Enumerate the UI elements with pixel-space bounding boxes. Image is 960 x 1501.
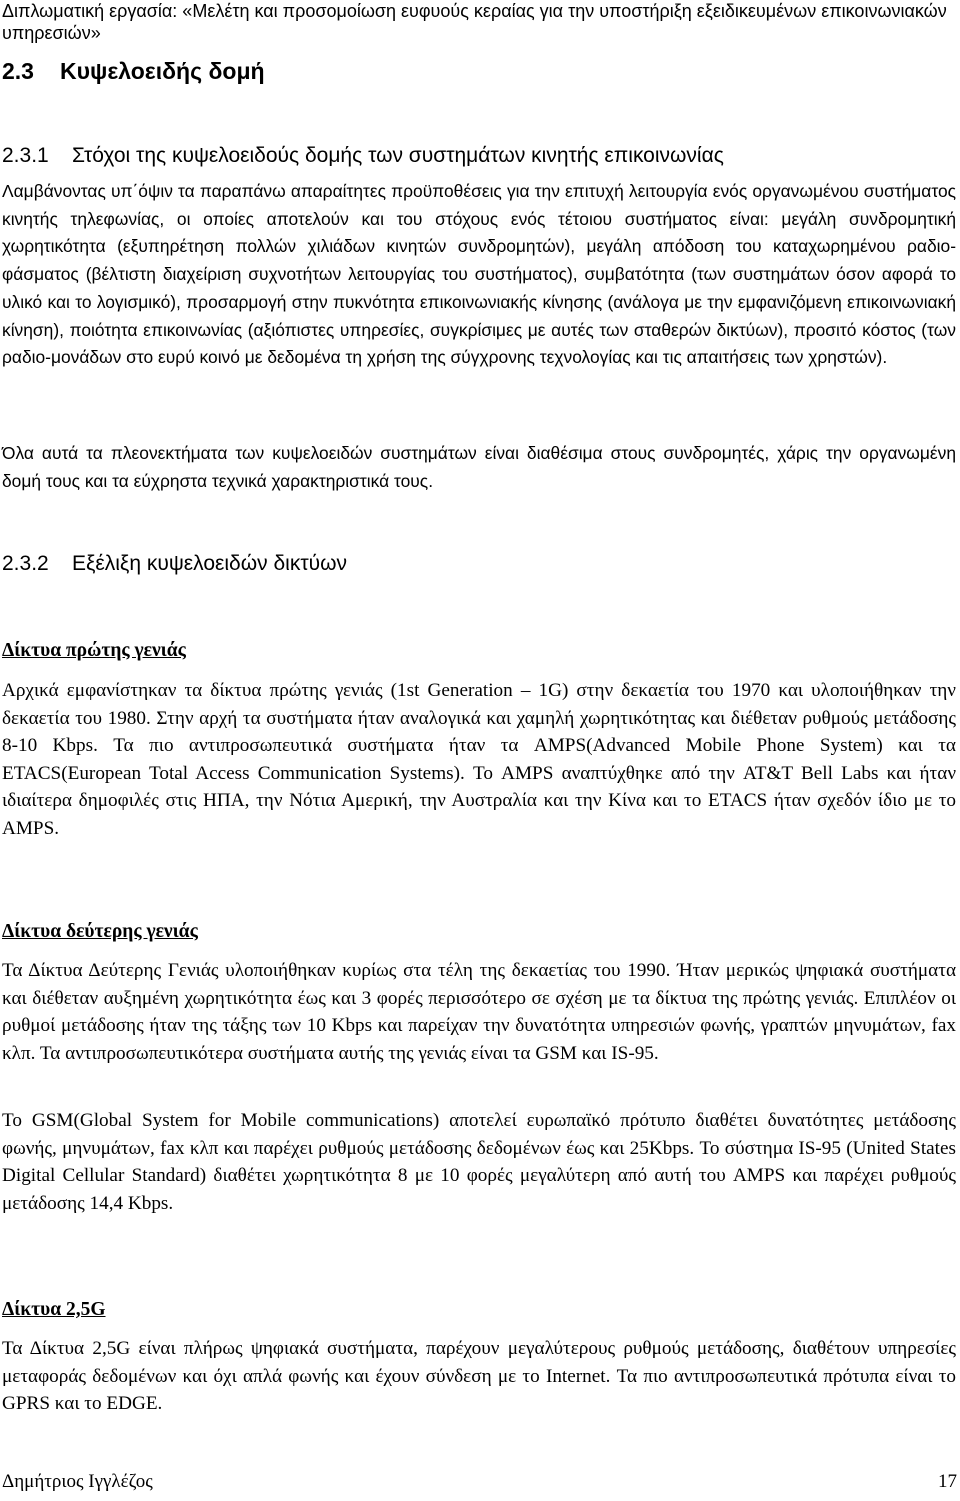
second-gen-heading: Δίκτυα δεύτερης γενιάς (2, 921, 198, 942)
running-header: Διπλωματική εργασία: «Μελέτη και προσομοίωση ευφυούς κεραίας για την υποστήριξη εξειδικευμένων επικοινωνιακών υπηρεσιών» (2, 1, 947, 43)
subsection-number-2: 2.3.2 (2, 552, 49, 575)
first-gen-heading: Δίκτυα πρώτης γενιάς (2, 640, 186, 661)
page-number: 17 (938, 1471, 957, 1492)
subsection-title-2: Εξέλιξη κυψελοειδών δικτύων (72, 552, 348, 575)
subsection-heading-1 (2, 142, 724, 170)
section-title: Κυψελοειδής δομή (60, 58, 265, 84)
paragraph-goals: Λαμβάνοντας υπ΄όψιν τα παραπάνω απαραίτητες προϋποθέσεις για την επιτυχή λειτουργία ενός οργανωμένου συστήματος κινητής τηλεφωνίας, οι οποίες αποτελούν και του στόχους ενός τέτοιου συστήματος είναι: μεγάλη συνδρομητική χωρητικότητα (εξυπηρέτηση πολλών χιλιάδων κινητών συνδρομητών), μεγάλη απόδοση του καταχωρημένου ραδιο-φάσματος (βέλτιστη διαχείριση συχνοτήτων λειτουργίας του συστήματος), συμβατότητα (των συστημάτων όσον αφορά το υλικό και το λογισμικό), προσαρμογή στην πυκνότητα επικοινωνιακής κίνησης (ανάλογα με την εμφανιζόμενη επικοινωνιακή κίνηση), ποιότητα επικοινωνίας (αξιόπιστες υπηρεσίες, συγκρίσιμες με αυτές των σταθερών δικτύων), προσιτό κόστος (των ραδιο-μονάδων στο ευρύ κοινό με δεδομένα τη χρήση της σύγχρονης τεχνολογίας και τις απαιτήσεις των χρηστών). (2, 181, 956, 368)
gen25-heading: Δίκτυα 2,5G (2, 1299, 106, 1320)
first-gen-paragraph: Αρχικά εμφανίστηκαν τα δίκτυα πρώτης γενιάς (1st Generation – 1G) στην δεκαετία του 1970 και υλοποιήθηκαν την δεκαετία του 1980. Στην αρχή τα συστήματα ήταν αναλογικά και χαμηλή χωρητικότητας και διέθεταν ρυθμούς μετάδοσης 8-10 Kbps. Τα πιο αντιπροσωπευτικά συστήματα ήταν τα AMPS(Advanced Mobile Phone System) και τα ETACS(European Total Access Communication Systems). Το AMPS αναπτύχθηκε από την AT&T Bell Labs και ήταν ιδιαίτερα δημοφιλές στις ΗΠΑ, την Νότια Αμερική, την Αυστραλία και την Κίνα και το ETACS ήταν σχεδόν ίδιο με το AMPS. (2, 680, 956, 839)
paragraph-advantages: Όλα αυτά τα πλεονεκτήματα των κυψελοειδών συστημάτων είναι διαθέσιμα στους συνδρομητές, χάρις την οργανωμένη δομή τους και τα εύχρηστα τεχνικά χαρακτηριστικά τους. (2, 443, 956, 491)
subsection-heading-2 (2, 550, 347, 578)
second-gen-paragraph-2: To GSM(Global System for Mobile communications) αποτελεί ευρωπαϊκό πρότυπο διαθέτει δυνατότητες μετάδοσης φωνής, μηνυμάτων, fax κλπ και παρέχει ρυθμούς μετάδοσης δεδομένων έως και 25Kbps. Το σύστημα IS-95 (United States Digital Cellular Standard) διαθέτει χωρητικότητα 8 με 10 φορές μεγαλύτερη από αυτή του AMPS και παρέχει ρυθμούς μετάδοσης 14,4 Kbps. (2, 1110, 956, 1214)
section-number: 2.3 (2, 58, 34, 84)
section-heading (2, 56, 265, 86)
subsection-title-1: Στόχοι της κυψελοειδούς δομής των συστημάτων κινητής επικοινωνίας (72, 144, 724, 167)
gen25-paragraph: Τα Δίκτυα 2,5G είναι πλήρως ψηφιακά συστήματα, παρέχουν μεγαλύτερους ρυθμούς μετάδοσης, διαθέτουν υπηρεσίες μεταφοράς δεδομένων και όχι απλά φωνής και έχουν σύνδεση με το Internet. Τα πιο αντιπροσωπευτικά πρότυπα είναι το GPRS και το EDGE. (2, 1338, 956, 1414)
footer-author: Δημήτριος Ιγγλέζος (2, 1471, 153, 1492)
second-gen-paragraph-1: Τα Δίκτυα Δεύτερης Γενιάς υλοποιήθηκαν κυρίως στα τέλη της δεκαετίας του 1990. Ήταν μερικώς ψηφιακά συστήματα και διέθεταν αυξημένη χωρητικότητα έως και 3 φορές περισσότερο σε σχέση με τα δίκτυα της πρώτης γενιάς. Επιπλέον οι ρυθμοί μετάδοσης ήταν της τάξης των 10 Kbps και παρείχαν την δυνατότητα υπηρεσιών φωνής, γραπτών μηνυμάτων, fax κλπ. Τα αντιπροσωπευτικότερα συστήματα αυτής της γενιάς είναι τα GSM και IS-95. (2, 960, 956, 1064)
subsection-number-1: 2.3.1 (2, 144, 49, 167)
